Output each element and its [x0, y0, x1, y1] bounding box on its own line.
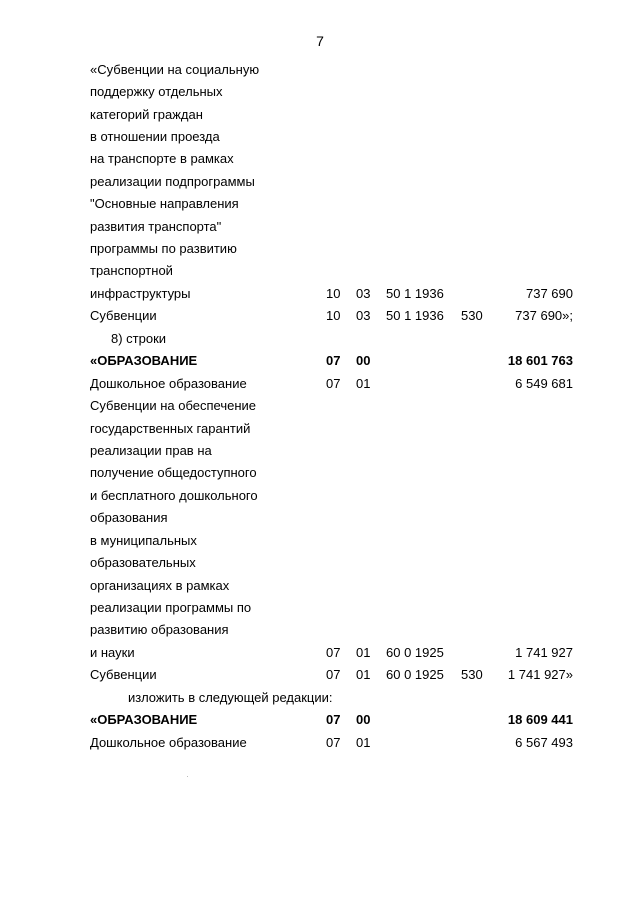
expense-type-code: 530: [461, 667, 483, 682]
subsection-code: 01: [356, 645, 371, 660]
row-name: Субвенции: [90, 667, 157, 682]
target-code: 60 0 1925: [386, 667, 444, 682]
intro-line: реализации подпрограммы: [90, 174, 255, 189]
page-number: 7: [316, 33, 324, 49]
row-name: и науки: [90, 645, 135, 660]
section-code: 07: [326, 667, 341, 682]
target-code: 50 1 1936: [386, 286, 444, 301]
subvention-line: государственных гарантий: [90, 421, 251, 436]
intro-line: на транспорте в рамках: [90, 151, 234, 166]
amount: 737 690»;: [515, 308, 573, 323]
amount: 1 741 927»: [507, 667, 573, 682]
amount: 18 609 441: [507, 712, 573, 727]
intro-line: развития транспорта": [90, 219, 222, 234]
section-code: 07: [326, 645, 341, 660]
intro-line: "Основные направления: [90, 196, 239, 211]
subvention-line: развитию образования: [90, 622, 229, 637]
restate-label: изложить в следующей редакции:: [128, 690, 333, 705]
subvention-line: образовательных: [90, 555, 196, 570]
subvention-line: реализации программы по: [90, 600, 252, 615]
row-name: «ОБРАЗОВАНИЕ: [90, 712, 198, 727]
table-row: [0, 732, 640, 754]
section-code: 10: [326, 286, 341, 301]
section-code: 10: [326, 308, 341, 323]
section-code: 07: [326, 712, 341, 727]
intro-line: программы по развитию: [90, 241, 237, 256]
amount: 6 549 681: [515, 376, 573, 391]
table-row: [0, 373, 640, 395]
intro-line: поддержку отдельных: [90, 84, 223, 99]
subvention-line: организациях в рамках: [90, 578, 230, 593]
amount: 1 741 927: [515, 645, 573, 660]
table-row: [0, 664, 640, 686]
subvention-line: получение общедоступного: [90, 465, 257, 480]
section-code: 07: [326, 376, 341, 391]
subsection-code: 01: [356, 735, 371, 750]
subvention-line: Субвенции на обеспечение: [90, 398, 257, 413]
subsection-code: 01: [356, 667, 371, 682]
intro-line: в отношении проезда: [90, 129, 220, 144]
amount: 737 690: [526, 286, 573, 301]
target-code: 60 0 1925: [386, 645, 444, 660]
table-row: [0, 709, 640, 731]
subvention-line: в муниципальных: [90, 533, 197, 548]
section-code: 07: [326, 353, 341, 368]
row-name: Дошкольное образование: [90, 376, 247, 391]
expense-type-code: 530: [461, 308, 483, 323]
subsection-code: 00: [356, 353, 371, 368]
amount: 6 567 493: [515, 735, 573, 750]
table-row: [0, 642, 640, 664]
section-code: 07: [326, 735, 341, 750]
amount: 18 601 763: [507, 353, 573, 368]
subvention-line: образования: [90, 510, 168, 525]
item-label: 8) строки: [111, 331, 167, 346]
table-row: [0, 305, 640, 327]
table-row: [0, 350, 640, 372]
row-name: «ОБРАЗОВАНИЕ: [90, 353, 198, 368]
intro-line: категорий граждан: [90, 107, 203, 122]
subsection-code: 03: [356, 286, 371, 301]
target-code: 50 1 1936: [386, 308, 444, 323]
row-name: инфраструктуры: [90, 286, 191, 301]
subsection-code: 00: [356, 712, 371, 727]
subsection-code: 03: [356, 308, 371, 323]
table-row: [0, 283, 640, 305]
subvention-line: и бесплатного дошкольного: [90, 488, 258, 503]
row-name: Дошкольное образование: [90, 735, 247, 750]
intro-line: транспортной: [90, 263, 173, 278]
scan-speck: [187, 776, 188, 777]
subvention-line: реализации прав на: [90, 443, 212, 458]
subsection-code: 01: [356, 376, 371, 391]
intro-line: «Субвенции на социальную: [90, 62, 260, 77]
row-name: Субвенции: [90, 308, 157, 323]
